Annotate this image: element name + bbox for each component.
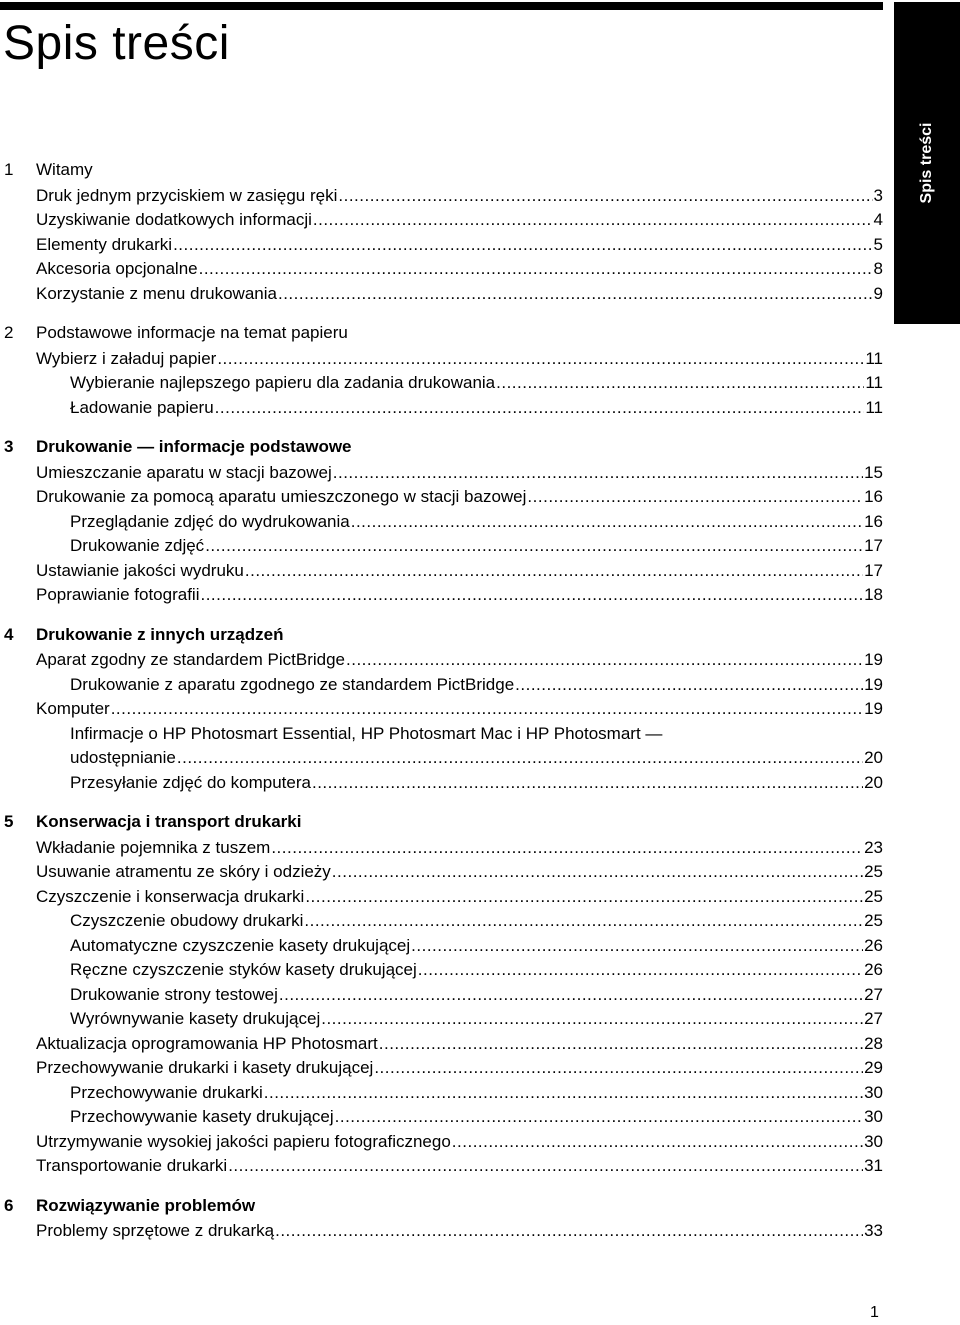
dot-leader	[278, 282, 873, 307]
toc-chapter-5	[0, 810, 883, 1179]
entry-title: Automatyczne czyszczenie kasety drukującej	[70, 935, 411, 955]
dot-leader	[346, 648, 863, 673]
dot-leader	[304, 909, 863, 934]
entry-page: 8	[873, 259, 883, 278]
entry-page: 31	[864, 1156, 883, 1175]
chapter-heading[interactable]	[0, 623, 883, 648]
toc-entry[interactable]	[0, 461, 883, 486]
entry-title: Drukowanie zdjęć	[70, 536, 205, 555]
toc-entry[interactable]	[0, 583, 883, 608]
entry-page: 25	[864, 886, 883, 906]
toc-entry[interactable]	[0, 909, 883, 934]
side-tab-label: Spis treści	[918, 122, 935, 204]
chapter-title: Konserwacja i transport drukarki	[36, 812, 302, 831]
entry-title: Wybierz i załaduj papier	[36, 348, 217, 368]
entry-title: Wybieranie najlepszego papieru dla zadania drukowania	[70, 373, 496, 392]
entry-page: 11	[865, 373, 883, 392]
toc-entry[interactable]	[0, 983, 883, 1008]
entry-title: Transportowanie drukarki	[36, 1156, 228, 1175]
toc-entry[interactable]	[0, 208, 883, 233]
toc-entry[interactable]	[0, 534, 883, 559]
dot-leader	[313, 208, 873, 233]
toc-entry[interactable]	[0, 510, 883, 535]
toc-entry[interactable]	[0, 1105, 883, 1130]
dot-leader	[264, 1081, 863, 1106]
dot-leader	[215, 396, 865, 421]
entry-page: 4	[873, 210, 883, 229]
entry-page: 20	[864, 748, 883, 767]
toc-chapter-4	[0, 623, 883, 796]
toc-entry[interactable]	[0, 1219, 883, 1244]
entry-title-line-1: Infirmacje o HP Photosmart Essential, HP Photosmart Mac i HP Photosmart —	[70, 723, 663, 743]
chapter-title: Drukowanie z innych urządzeń	[36, 624, 284, 644]
toc-entry[interactable]	[0, 836, 883, 861]
entry-page: 30	[864, 1131, 883, 1151]
toc-entry[interactable]	[0, 1130, 883, 1155]
entry-page: 17	[864, 536, 883, 555]
chapter-title: Drukowanie — informacje podstawowe	[36, 437, 352, 456]
toc-entry[interactable]	[0, 1154, 883, 1179]
entry-title: Problemy sprzętowe z drukarką	[36, 1221, 275, 1240]
table-of-contents	[0, 158, 883, 1244]
entry-page: 27	[864, 1009, 883, 1028]
toc-entry[interactable]	[0, 771, 883, 796]
toc-entry[interactable]	[0, 934, 883, 959]
dot-leader	[332, 860, 863, 885]
entry-page: 33	[864, 1221, 883, 1240]
entry-title: Przechowywanie kasety drukującej	[70, 1107, 334, 1126]
entry-page: 30	[864, 1082, 883, 1102]
toc-entry[interactable]	[0, 885, 883, 910]
dot-leader	[199, 257, 873, 282]
chapter-title: Rozwiązywanie problemów	[36, 1195, 256, 1215]
entry-title: Umieszczanie aparatu w stacji bazowej	[36, 462, 332, 482]
entry-title: Poprawianie fotografii	[36, 585, 200, 604]
chapter-number: 4	[4, 624, 14, 644]
dot-leader	[205, 534, 863, 559]
dot-leader	[351, 510, 863, 535]
entry-page: 25	[864, 911, 883, 930]
entry-title: Aparat zgodny ze standardem PictBridge	[36, 650, 346, 669]
entry-title: Komputer	[36, 699, 110, 718]
chapter-number: 2	[4, 323, 14, 342]
dot-leader	[173, 233, 872, 258]
chapter-heading[interactable]	[0, 810, 883, 835]
entry-page: 19	[864, 699, 883, 718]
entry-page: 16	[864, 511, 883, 531]
entry-title: Utrzymywanie wysokiej jakości papieru fotograficznego	[36, 1131, 451, 1151]
dot-leader	[527, 485, 863, 510]
dot-leader	[515, 673, 863, 698]
chapter-heading[interactable]	[0, 1194, 883, 1219]
entry-title: Elementy drukarki	[36, 234, 173, 254]
entry-title: Przeglądanie zdjęć do wydrukowania	[70, 511, 350, 531]
entry-page: 17	[864, 560, 883, 580]
dot-leader	[338, 184, 872, 209]
chapter-number: 6	[4, 1195, 14, 1215]
dot-leader	[275, 1219, 863, 1244]
entry-title-line-2: udostępnianie	[70, 748, 176, 767]
entry-page: 26	[864, 935, 883, 955]
entry-page: 25	[864, 862, 883, 881]
toc-entry[interactable]	[0, 347, 883, 372]
toc-entry[interactable]	[0, 184, 883, 209]
entry-title: Ręczne czyszczenie styków kasety drukującej	[70, 960, 417, 979]
toc-chapter-6	[0, 1194, 883, 1244]
entry-title: Akcesoria opcjonalne	[36, 259, 198, 278]
dot-leader	[279, 983, 863, 1008]
chapter-title: Witamy	[36, 160, 93, 179]
dot-leader	[374, 1056, 863, 1081]
toc-entry[interactable]	[0, 673, 883, 698]
chapter-number: 3	[4, 437, 14, 456]
entry-page: 19	[864, 650, 883, 669]
toc-entry[interactable]	[0, 722, 883, 771]
entry-title: Drukowanie za pomocą aparatu umieszczonego w stacji bazowej	[36, 487, 527, 506]
top-rule	[0, 2, 883, 10]
toc-entry[interactable]	[0, 485, 883, 510]
side-tab	[894, 2, 960, 324]
dot-leader	[271, 836, 863, 861]
dot-leader	[496, 371, 864, 396]
entry-page: 15	[864, 462, 883, 482]
entry-page: 23	[864, 837, 883, 857]
page-title: Spis treści	[3, 17, 230, 70]
toc-entry[interactable]	[0, 958, 883, 983]
entry-title: Usuwanie atramentu ze skóry i odzieży	[36, 862, 331, 881]
toc-entry[interactable]	[0, 1007, 883, 1032]
entry-title: Czyszczenie obudowy drukarki	[70, 911, 304, 930]
entry-page: 28	[864, 1033, 883, 1053]
entry-page: 26	[864, 960, 883, 979]
dot-leader	[228, 1154, 863, 1179]
toc-entry[interactable]	[0, 648, 883, 673]
entry-page: 27	[864, 984, 883, 1004]
entry-title: Uzyskiwanie dodatkowych informacji	[36, 210, 312, 229]
entry-title: Przechowywanie drukarki	[70, 1082, 263, 1102]
chapter-title: Podstawowe informacje na temat papieru	[36, 323, 348, 342]
chapter-number: 5	[4, 812, 14, 831]
toc-entry[interactable]	[0, 860, 883, 885]
toc-entry[interactable]	[0, 257, 883, 282]
entry-title: Wkładanie pojemnika z tuszem	[36, 837, 271, 857]
dot-leader	[335, 1105, 863, 1130]
dot-leader	[379, 1032, 863, 1057]
dot-leader	[177, 746, 863, 771]
entry-title: Drukowanie z aparatu zgodnego ze standardem PictBridge	[70, 674, 515, 694]
toc-entry[interactable]	[0, 233, 883, 258]
toc-entry[interactable]	[0, 1032, 883, 1057]
entry-title: Druk jednym przyciskiem w zasięgu ręki	[36, 185, 338, 205]
toc-entry[interactable]	[0, 697, 883, 722]
entry-page: 30	[864, 1107, 883, 1126]
entry-title: Ustawianie jakości wydruku	[36, 560, 244, 580]
toc-entry[interactable]	[0, 371, 883, 396]
dot-leader	[200, 583, 863, 608]
toc-chapter-3	[0, 435, 883, 608]
toc-chapter-2	[0, 321, 883, 420]
entry-page: 3	[873, 185, 883, 205]
dot-leader	[111, 697, 863, 722]
entry-page: 11	[865, 348, 883, 368]
entry-title: Korzystanie z menu drukowania	[36, 283, 277, 303]
entry-title: Przesyłanie zdjęć do komputera	[70, 772, 311, 792]
entry-page: 19	[864, 674, 883, 694]
entry-page: 16	[864, 487, 883, 506]
chapter-heading[interactable]	[0, 435, 883, 460]
chapter-number: 1	[4, 160, 14, 179]
toc-entry[interactable]	[0, 282, 883, 307]
entry-title: Czyszczenie i konserwacja drukarki	[36, 886, 305, 906]
entry-title: Aktualizacja oprogramowania HP Photosmart	[36, 1033, 378, 1053]
entry-page: 18	[864, 585, 883, 604]
entry-page: 20	[864, 772, 883, 792]
dot-leader	[312, 771, 863, 796]
dot-leader	[305, 885, 863, 910]
page-number: 1	[870, 1304, 879, 1321]
toc-entry[interactable]	[0, 559, 883, 584]
dot-leader	[217, 347, 864, 372]
dot-leader	[245, 559, 863, 584]
entry-page: 11	[865, 397, 883, 417]
dot-leader	[411, 934, 863, 959]
toc-chapter-1	[0, 158, 883, 306]
dot-leader	[333, 461, 863, 486]
entry-title: Przechowywanie drukarki i kasety drukującej	[36, 1058, 374, 1077]
dot-leader	[321, 1007, 863, 1032]
dot-leader	[452, 1130, 863, 1155]
toc-entry[interactable]	[0, 1056, 883, 1081]
chapter-heading[interactable]	[0, 158, 883, 183]
entry-page: 9	[873, 283, 883, 303]
entry-title: Drukowanie strony testowej	[70, 984, 278, 1004]
toc-entry[interactable]	[0, 1081, 883, 1106]
dot-leader	[418, 958, 863, 983]
entry-page: 5	[873, 234, 883, 254]
entry-title: Wyrównywanie kasety drukującej	[70, 1009, 321, 1028]
entry-page: 29	[864, 1058, 883, 1077]
toc-entry[interactable]	[0, 396, 883, 421]
entry-title: Ładowanie papieru	[70, 397, 214, 417]
chapter-heading[interactable]	[0, 321, 883, 346]
